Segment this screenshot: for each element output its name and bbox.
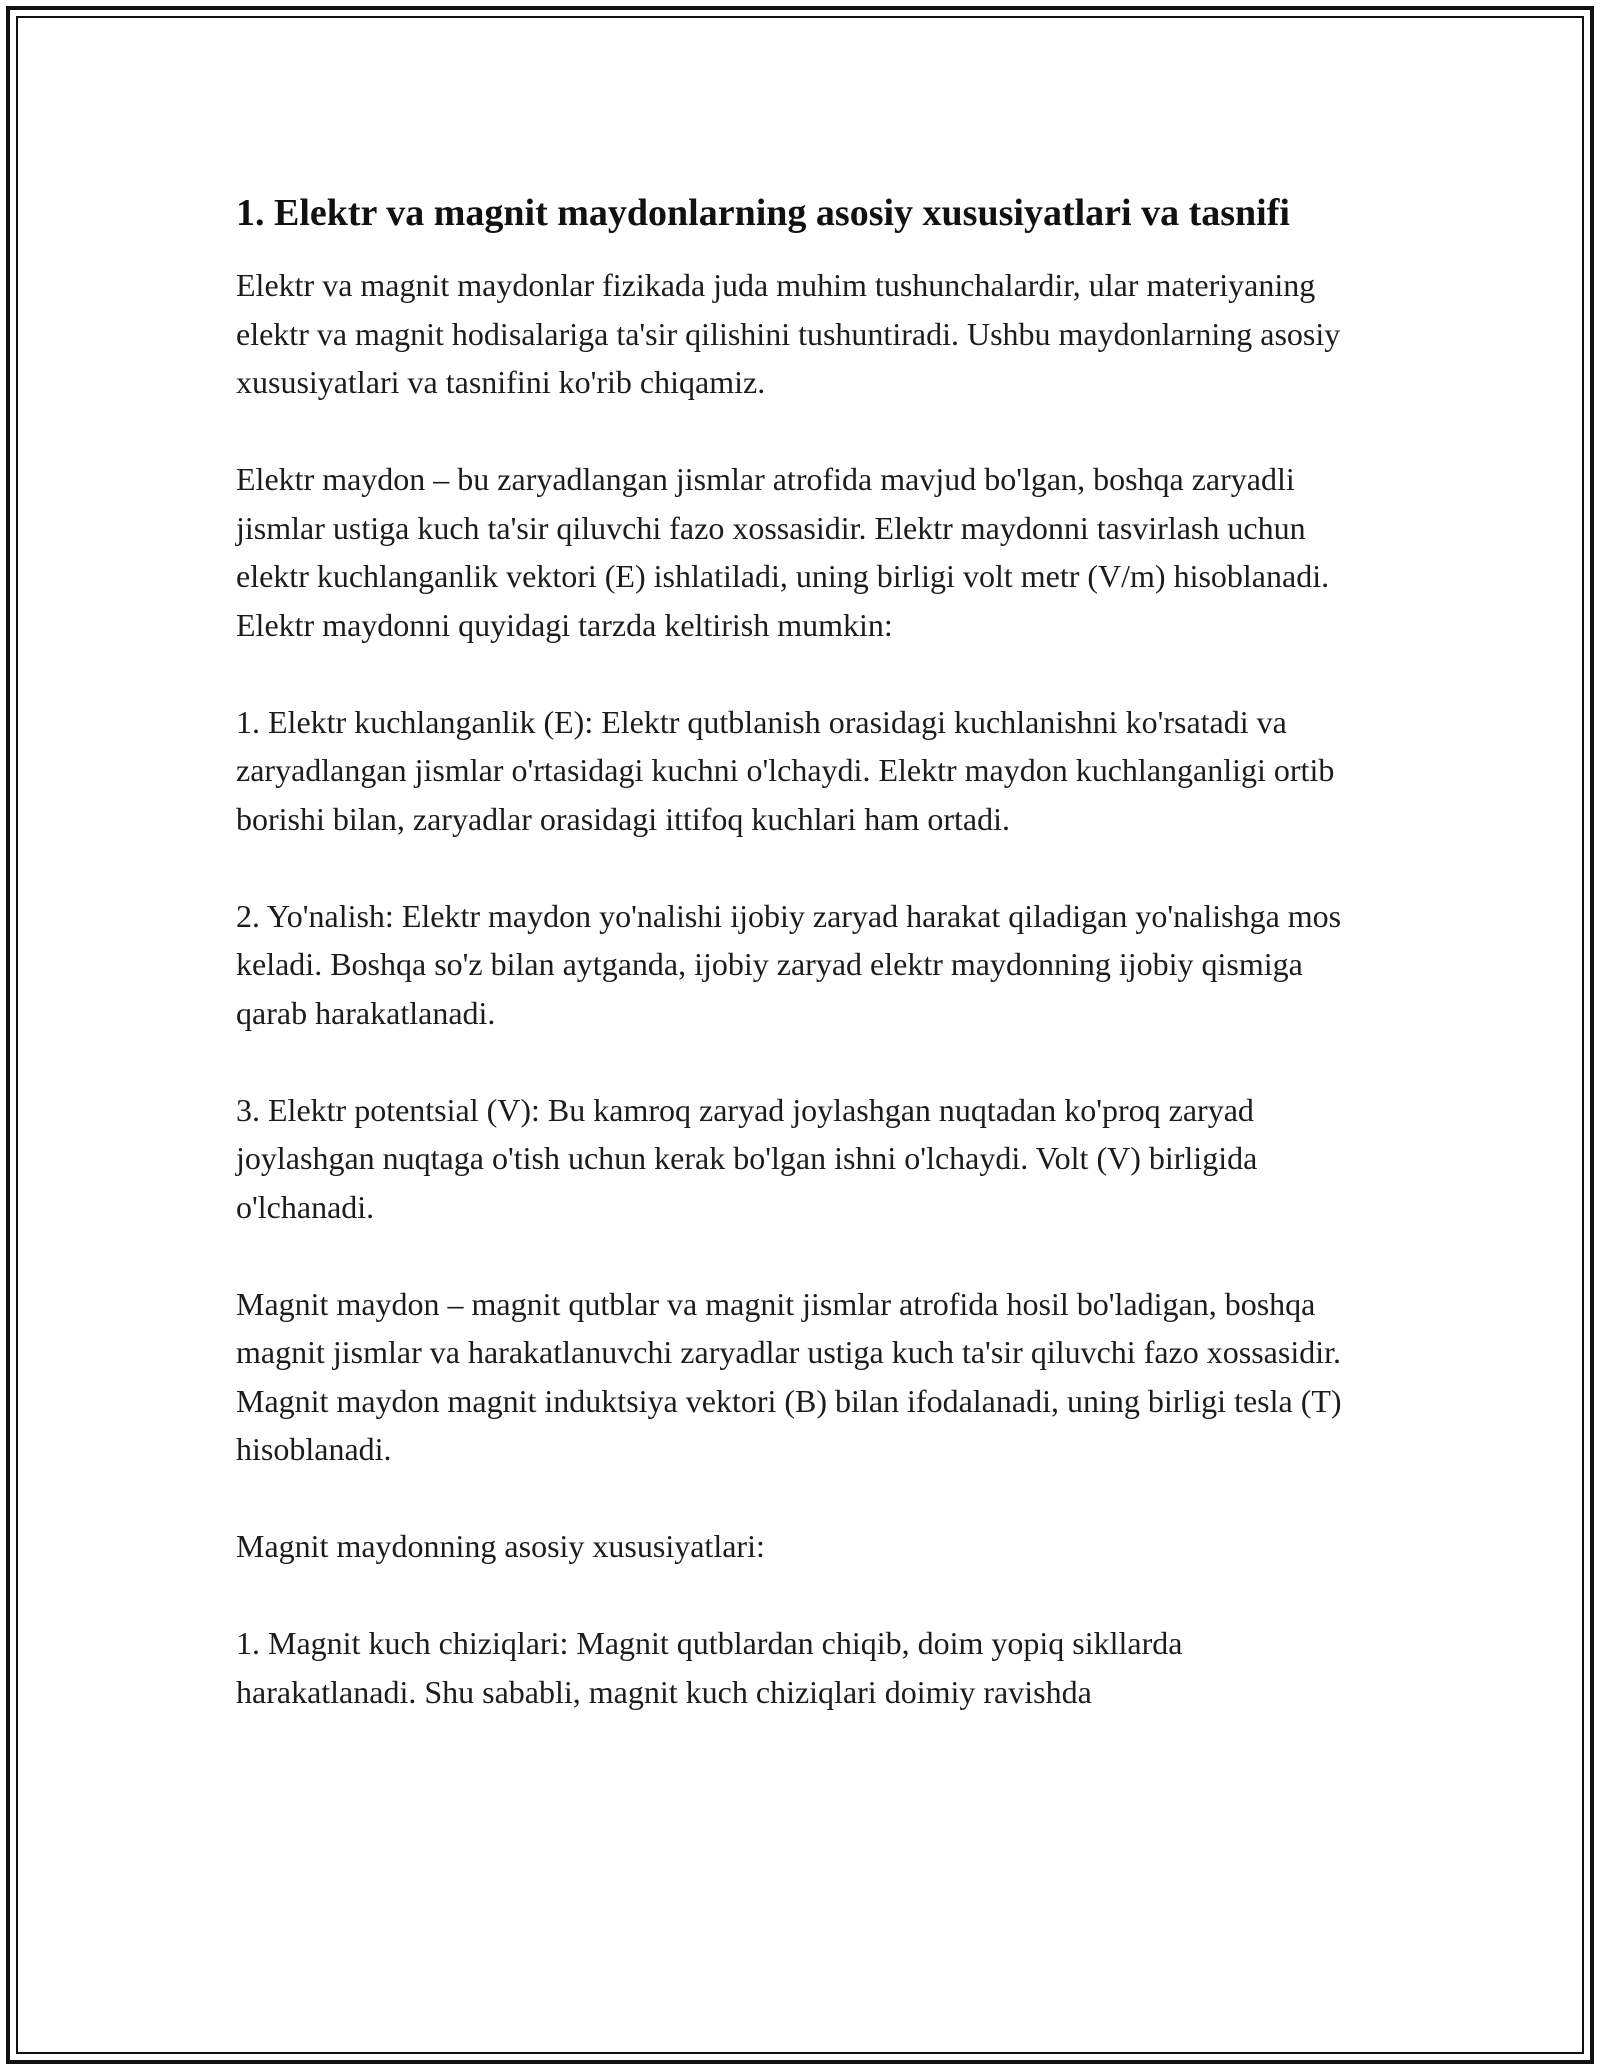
document-body	[236, 186, 1366, 1716]
electric-field-paragraph: Elektr maydon – bu zaryadlangan jismlar atrofida mavjud bo'lgan, boshqa zaryadli jismlar ustiga kuch ta'sir qiluvchi fazo xossasidir. Elektr maydonni tasvirlash uchun elektr kuchlanganlik vektori (E) ishlatiladi, uning birligi volt metr (V/m) hisoblanadi. Elektr maydonni quyidagi tarzda keltirish mumkin:	[236, 461, 1330, 643]
magnetic-field-paragraph: Magnit maydon – magnit qutblar va magnit jismlar atrofida hosil bo'ladigan, boshqa magnit jismlar va harakatlanuvchi zaryadlar ustiga kuch ta'sir qiluvchi fazo xossasidir. Magnit maydon magnit induktsiya vektori (B) bilan ifodalanadi, uning birligi tesla (T) hisoblanadi.	[236, 1285, 1342, 1467]
list-item-magnetic-lines: 1. Magnit kuch chiziqlari: Magnit qutblardan chiqib, doim yopiq sikllarda harakatlanadi. Shu sababli, magnit kuch chiziqlari doimiy ravishda	[236, 1625, 1183, 1710]
list-item-electric-potential: 3. Elektr potentsial (V): Bu kamroq zaryad joylashgan nuqtadan ko'proq zaryad joylashgan nuqtaga o'tish uchun kerak bo'lgan ishni o'lchaydi. Volt (V) birligida o'lchanadi.	[236, 1091, 1258, 1225]
list-item-direction: 2. Yo'nalish: Elektr maydon yo'nalishi ijobiy zaryad harakat qiladigan yo'nalishga mos keladi. Boshqa so'z bilan aytganda, ijobiy zaryad elektr maydonning ijobiy qismiga qarab harakatlanadi.	[236, 897, 1342, 1031]
intro-paragraph: Elektr va magnit maydonlar fizikada juda muhim tushunchalardir, ular materiyaning elektr va magnit hodisalariga ta'sir qilishini tushuntiradi. Ushbu maydonlarning asosiy xususiyatlari va tasnifini ko'rib chiqamiz.	[236, 267, 1341, 400]
document-title: 1. Elektr va magnit maydonlarning asosiy xususiyatlari va tasnifi	[236, 192, 1290, 234]
magnetic-properties-heading: Magnit maydonning asosiy xususiyatlari:	[236, 1528, 765, 1564]
list-item-electric-intensity: 1. Elektr kuchlanganlik (E): Elektr qutblanish orasidagi kuchlanishni ko'rsatadi va zaryadlangan jismlar o'rtasidagi kuchni o'lchaydi. Elektr maydon kuchlanganligi ortib borishi bilan, zaryadlar orasidagi ittifoq kuchlari ham ortadi.	[236, 703, 1335, 837]
